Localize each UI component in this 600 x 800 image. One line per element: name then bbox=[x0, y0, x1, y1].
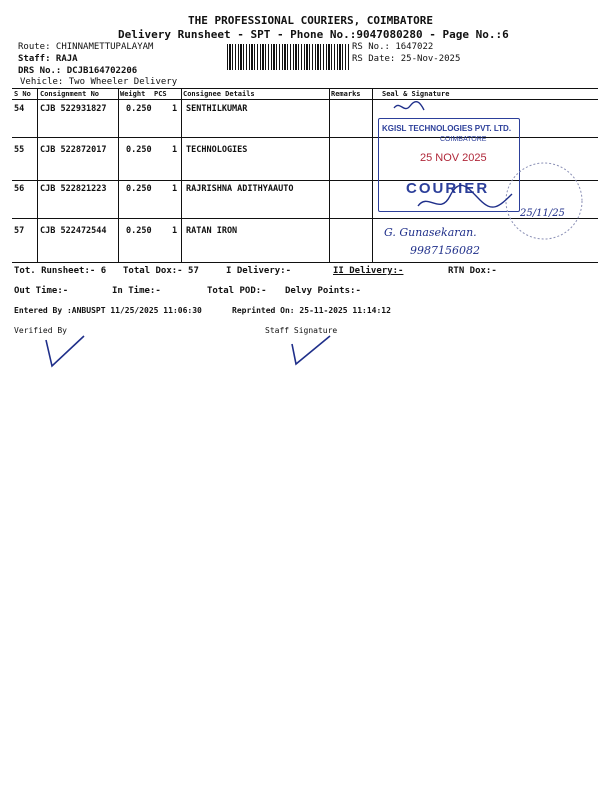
seal-date: 25 NOV 2025 bbox=[420, 152, 487, 164]
column-header-consignment: Consignment No bbox=[40, 90, 100, 98]
verified-by-label: Verified By bbox=[14, 326, 67, 335]
column-header-signature: Seal & Signature bbox=[382, 90, 450, 98]
row-sno: 56 bbox=[14, 184, 25, 194]
column-divider bbox=[37, 88, 38, 262]
column-divider bbox=[118, 88, 119, 262]
row-weight: 0.250 bbox=[126, 226, 152, 236]
table-top-rule bbox=[12, 88, 598, 89]
column-divider bbox=[181, 88, 182, 262]
row-pcs: 1 bbox=[172, 104, 178, 114]
receipt-date: 25/11/25 bbox=[520, 208, 565, 219]
seal-city: COIMBATORE bbox=[440, 136, 487, 143]
runsheet-subtitle: Delivery Runsheet - SPT - Phone No.:9047080280 - Page No.:6 bbox=[118, 28, 509, 41]
column-header-remarks: Remarks bbox=[331, 90, 361, 98]
row-consignment: CJB 522872017 bbox=[40, 145, 107, 155]
staff-label: Staff: RAJA bbox=[18, 54, 78, 64]
row-sno: 54 bbox=[14, 104, 25, 114]
row-pcs: 1 bbox=[172, 184, 178, 194]
verified-tick-icon bbox=[40, 332, 90, 372]
drs-label: DRS No.: DCJB164702206 bbox=[18, 66, 138, 76]
table-bottom-rule bbox=[12, 262, 598, 263]
row-consignment: CJB 522931827 bbox=[40, 104, 107, 114]
row-consignee: RATAN IRON bbox=[186, 226, 238, 236]
barcode bbox=[227, 44, 350, 70]
staff-signature-label: Staff Signature bbox=[265, 326, 338, 335]
row-weight: 0.250 bbox=[126, 104, 152, 114]
first-delivery: I Delivery:- bbox=[226, 266, 292, 276]
row-consignee: RAJRISHNA ADITHYAAUTO bbox=[186, 184, 294, 194]
rs-number: RS No.: 1647022 bbox=[352, 42, 434, 52]
total-pod: Total POD:- bbox=[207, 286, 267, 296]
entered-by: Entered By :ANBUSPT 11/25/2025 11:06:30 bbox=[14, 306, 202, 315]
in-time: In Time:- bbox=[112, 286, 161, 296]
row-sno: 55 bbox=[14, 145, 25, 155]
row-consignee: TECHNOLOGIES bbox=[186, 145, 248, 155]
route-label: Route: CHINNAMETTUPALAYAM bbox=[18, 42, 154, 52]
rs-date: RS Date: 25-Nov-2025 bbox=[352, 54, 461, 64]
rtn-dox: RTN Dox:- bbox=[448, 266, 497, 276]
seal-company: KGISL TECHNOLOGIES PVT. LTD. bbox=[382, 124, 512, 133]
delivery-points: Delvy Points:- bbox=[285, 286, 361, 296]
column-divider bbox=[329, 88, 330, 262]
column-divider bbox=[372, 88, 373, 262]
row-pcs: 1 bbox=[172, 226, 178, 236]
row-weight: 0.250 bbox=[126, 145, 152, 155]
out-time: Out Time:- bbox=[14, 286, 69, 296]
row-consignee: SENTHILKUMAR bbox=[186, 104, 248, 114]
total-dox: Total Dox:- 57 bbox=[123, 266, 199, 276]
row-pcs: 1 bbox=[172, 145, 178, 155]
company-title: THE PROFESSIONAL COURIERS, COIMBATORE bbox=[188, 14, 434, 27]
row-consignment: CJB 522821223 bbox=[40, 184, 107, 194]
staff-tick-icon bbox=[286, 330, 336, 370]
column-header-consignee: Consignee Details bbox=[183, 90, 255, 98]
handwritten-signature-icon bbox=[388, 96, 538, 226]
row-weight: 0.250 bbox=[126, 184, 152, 194]
column-header-pcs: PCS bbox=[154, 90, 167, 98]
row-sno: 57 bbox=[14, 226, 25, 236]
vehicle-label: Vehicle: Two Wheeler Delivery bbox=[20, 77, 178, 87]
row-consignment: CJB 522472544 bbox=[40, 226, 107, 236]
receiver-phone: 9987156082 bbox=[410, 244, 480, 257]
column-header-sno: S No bbox=[14, 90, 31, 98]
column-header-weight: Weight bbox=[120, 90, 146, 98]
reprinted-on: Reprinted On: 25-11-2025 11:14:12 bbox=[232, 306, 391, 315]
receiver-name: G. Gunasekaran. bbox=[384, 226, 477, 239]
second-delivery: II Delivery:- bbox=[333, 266, 404, 276]
seal-courier: COURIER bbox=[406, 180, 490, 197]
total-runsheet: Tot. Runsheet:- 6 bbox=[14, 266, 107, 276]
